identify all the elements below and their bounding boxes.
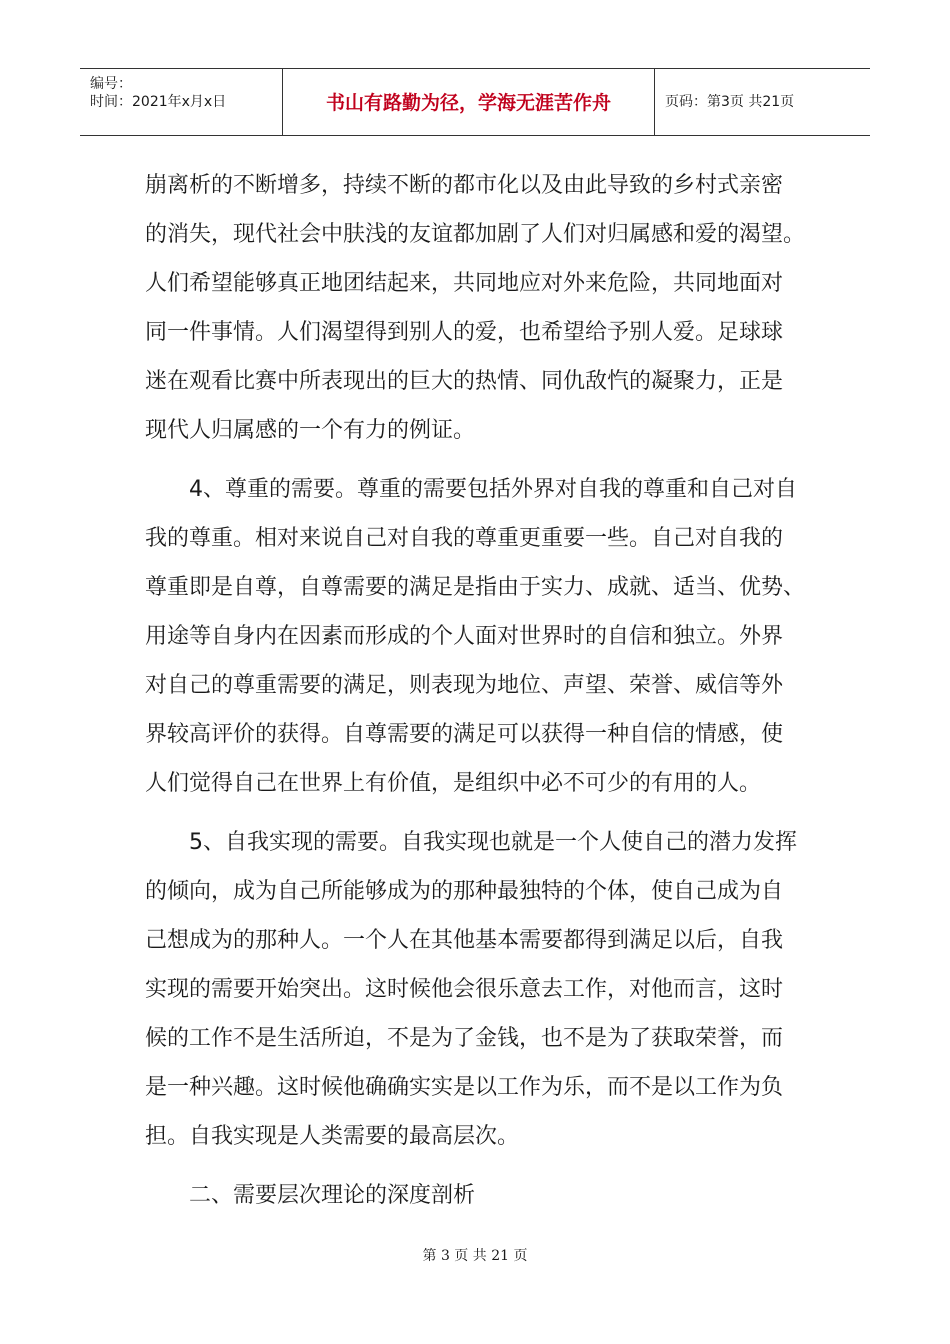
- text-line: 是一种兴趣。这时候他确确实实是以工作为乐，而不是以工作为负: [145, 1075, 784, 1100]
- header-motto-cell: [283, 69, 655, 135]
- text-line: 人们希望能够真正地团结起来，共同地应对外来危险，共同地面对: [145, 271, 784, 296]
- text-line: 迷在观看比赛中所表现出的巨大的热情、同仇敌忾的凝聚力，正是: [145, 369, 784, 394]
- header-motto: 书山有路勤为径，学海无涯苦作舟: [325, 92, 611, 114]
- header-page-cell: [655, 69, 870, 135]
- document-number-label: 编号：: [90, 76, 132, 92]
- text-line: 对自己的尊重需要的满足，则表现为地位、声望、荣誉、威信等外: [145, 673, 784, 698]
- document-body: [145, 164, 815, 1223]
- section-heading: 二、需要层次理论的深度剖析: [189, 1183, 476, 1208]
- text-line: 用途等自身内在因素而形成的个人面对世界时的自信和独立。外界: [145, 624, 784, 649]
- document-date-label: 时间：2021年x月x日: [90, 94, 227, 110]
- document-header: [80, 68, 870, 136]
- header-meta-cell: [80, 69, 283, 135]
- text-line: 5、自我实现的需要。自我实现也就是一个人使自己的潜力发挥: [189, 830, 797, 855]
- text-line: 同一件事情。人们渴望得到别人的爱，也希望给予别人爱。足球球: [145, 320, 784, 345]
- paragraph-belonging: [145, 164, 815, 458]
- text-line: 尊重即是自尊，自尊需要的满足是指由于实力、成就、适当、优势、: [145, 575, 806, 600]
- text-line: 我的尊重。相对来说自己对自我的尊重更重要一些。自己对自我的: [145, 526, 784, 551]
- text-line: 的倾向，成为自己所能够成为的那种最独特的个体，使自己成为自: [145, 879, 784, 904]
- page-footer: 第 3 页 共 21 页: [422, 1248, 528, 1264]
- header-page-info: 页码：第3页 共21页: [665, 94, 795, 110]
- text-line: 人们觉得自己在世界上有价值，是组织中必不可少的有用的人。: [145, 771, 762, 796]
- text-line: 崩离析的不断增多，持续不断的都市化以及由此导致的乡村式亲密: [145, 173, 784, 198]
- text-line: 现代人归属感的一个有力的例证。: [145, 418, 476, 443]
- text-line: 界较高评价的获得。自尊需要的满足可以获得一种自信的情感，使: [145, 722, 784, 747]
- text-line: 实现的需要开始突出。这时候他会很乐意去工作，对他而言，这时: [145, 977, 784, 1002]
- text-line: 4、尊重的需要。尊重的需要包括外界对自我的尊重和自己对自: [189, 477, 797, 502]
- paragraph-esteem-needs: [145, 468, 815, 811]
- text-line: 担。自我实现是人类需要的最高层次。: [145, 1124, 520, 1149]
- text-line: 候的工作不是生活所迫，不是为了金钱，也不是为了获取荣誉，而: [145, 1026, 784, 1051]
- paragraph-self-actualization: [145, 821, 815, 1164]
- text-line: 的消失，现代社会中肤浅的友谊都加剧了人们对归属感和爱的渴望。: [145, 222, 806, 247]
- text-line: 己想成为的那种人。一个人在其他基本需要都得到满足以后，自我: [145, 928, 784, 953]
